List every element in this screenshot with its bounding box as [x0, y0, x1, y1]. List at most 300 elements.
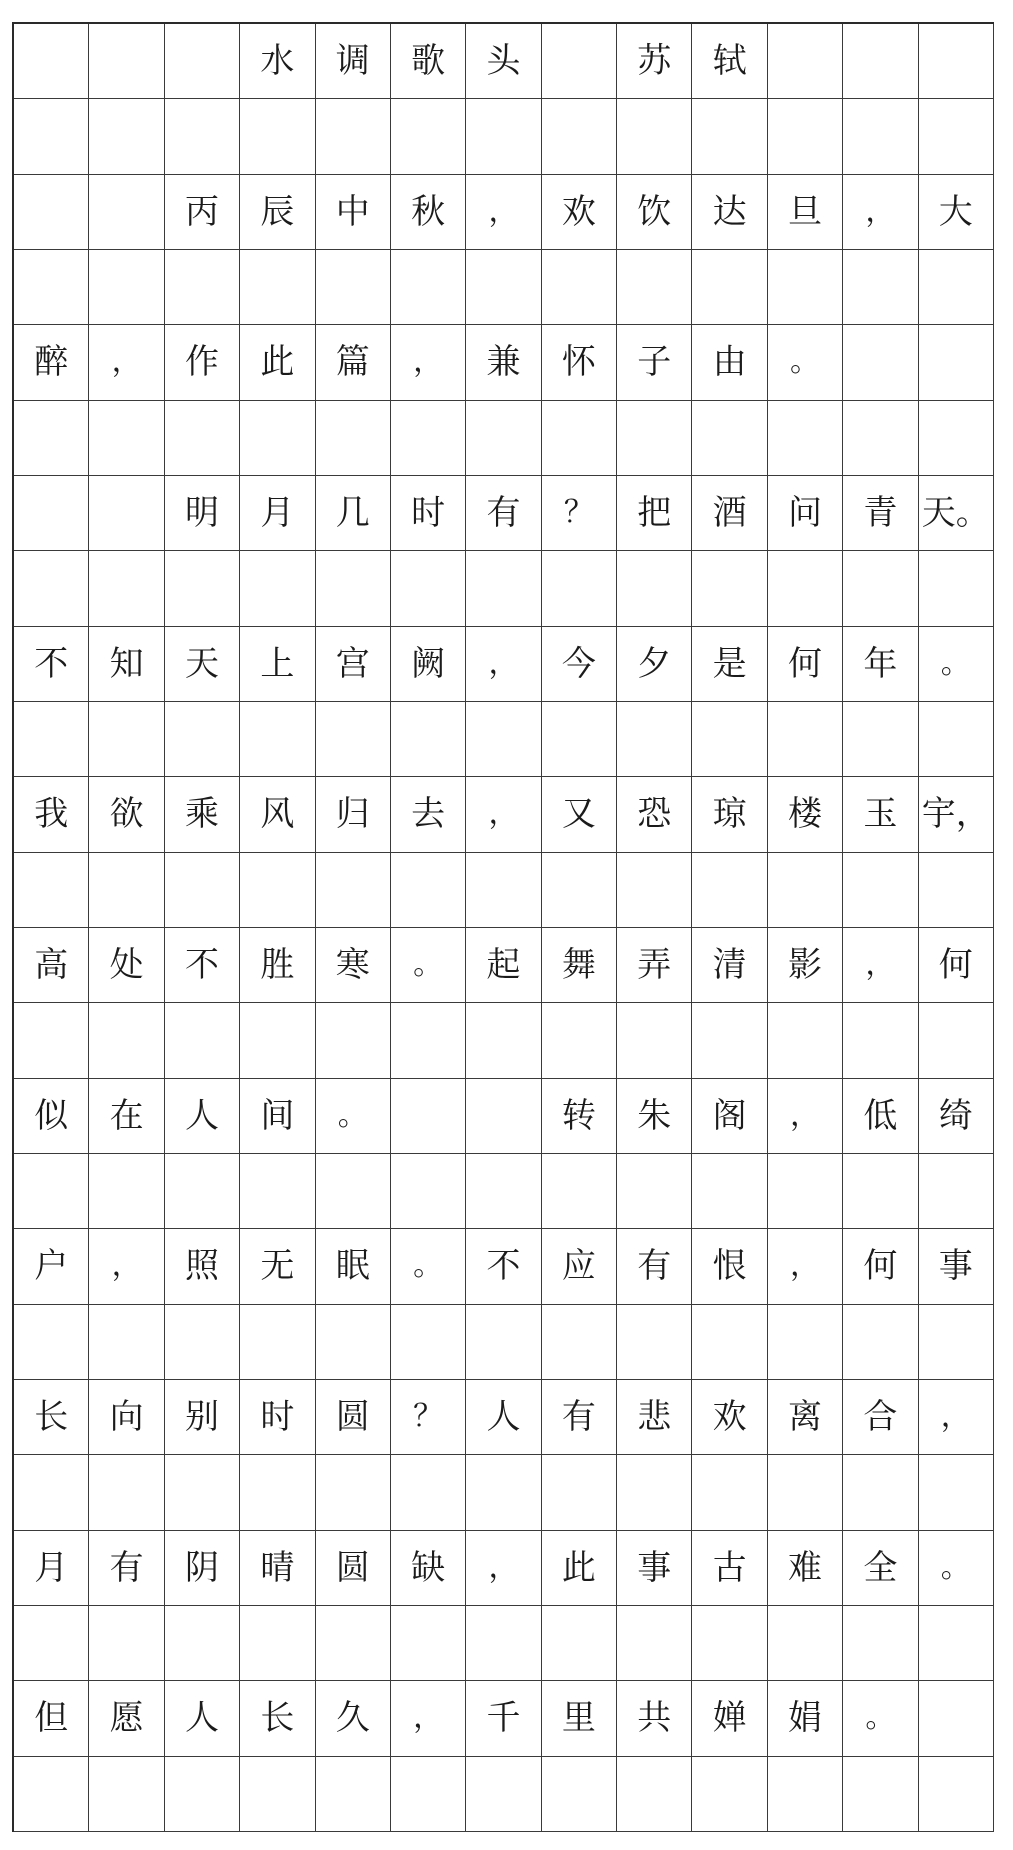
grid-cell-char: ，	[919, 1380, 994, 1455]
grid-cell-empty	[391, 1079, 466, 1154]
grid-cell-char: 事	[617, 1531, 692, 1606]
grid-cell-empty	[240, 702, 315, 777]
grid-cell-empty	[542, 1305, 617, 1380]
grid-cell-char: 恐	[617, 777, 692, 852]
grid-cell-char: 共	[617, 1681, 692, 1756]
grid-cell-char: 事	[919, 1229, 994, 1304]
grid-cell-empty	[316, 551, 391, 626]
grid-cell-char: ，	[466, 1531, 541, 1606]
grid-cell-char: ，	[768, 1229, 843, 1304]
grid-cell-empty	[919, 250, 994, 325]
grid-cell-char: 不	[165, 928, 240, 1003]
grid-cell-char: 楼	[768, 777, 843, 852]
grid-cell-empty	[466, 853, 541, 928]
grid-cell-empty	[617, 853, 692, 928]
grid-cell-empty	[14, 175, 89, 250]
grid-cell-empty	[316, 401, 391, 476]
grid-cell-char: 有	[617, 1229, 692, 1304]
grid-cell-empty	[391, 551, 466, 626]
grid-cell-empty	[14, 401, 89, 476]
grid-cell-char: 知	[89, 627, 164, 702]
grid-cell-char: 胜	[240, 928, 315, 1003]
grid-cell-empty	[316, 1003, 391, 1078]
grid-cell-char: 。	[843, 1681, 918, 1756]
grid-cell-empty	[768, 1606, 843, 1681]
grid-cell-empty	[316, 250, 391, 325]
grid-cell-empty	[919, 1305, 994, 1380]
grid-cell-char: ，	[466, 627, 541, 702]
grid-cell-empty	[843, 1757, 918, 1832]
grid-cell-char: 人	[466, 1380, 541, 1455]
grid-cell-char: 头	[466, 24, 541, 99]
grid-cell-char: 舞	[542, 928, 617, 1003]
grid-cell-char: 。	[919, 1531, 994, 1606]
grid-cell-empty	[14, 1003, 89, 1078]
grid-cell-empty	[466, 1305, 541, 1380]
grid-cell-char: 又	[542, 777, 617, 852]
grid-cell-char: 愿	[89, 1681, 164, 1756]
grid-cell-char: 有	[542, 1380, 617, 1455]
grid-cell-char: 篇	[316, 325, 391, 400]
grid-cell-char: 全	[843, 1531, 918, 1606]
grid-cell-empty	[466, 551, 541, 626]
grid-cell-char: 婵	[692, 1681, 767, 1756]
grid-cell-char: 旦	[768, 175, 843, 250]
grid-cell-empty	[768, 1305, 843, 1380]
grid-cell-empty	[843, 702, 918, 777]
grid-cell-char: 醉	[14, 325, 89, 400]
grid-cell-char: 月	[14, 1531, 89, 1606]
grid-cell-empty	[919, 1003, 994, 1078]
grid-cell-empty	[919, 24, 994, 99]
grid-cell-empty	[240, 401, 315, 476]
grid-cell-empty	[843, 325, 918, 400]
grid-cell-empty	[14, 1757, 89, 1832]
grid-cell-char: 离	[768, 1380, 843, 1455]
grid-cell-empty	[14, 551, 89, 626]
grid-cell-empty	[843, 99, 918, 174]
grid-cell-empty	[391, 1154, 466, 1229]
grid-cell-empty	[165, 1757, 240, 1832]
grid-cell-char: ，	[843, 175, 918, 250]
grid-cell-char: 兼	[466, 325, 541, 400]
grid-cell-empty	[692, 1003, 767, 1078]
grid-cell-empty	[391, 1757, 466, 1832]
grid-cell-char: 明	[165, 476, 240, 551]
grid-cell-empty	[391, 853, 466, 928]
grid-cell-char: 朱	[617, 1079, 692, 1154]
grid-cell-empty	[240, 551, 315, 626]
grid-cell-empty	[919, 1154, 994, 1229]
grid-cell-char: 秋	[391, 175, 466, 250]
grid-cell-char: 归	[316, 777, 391, 852]
grid-cell-char: 人	[165, 1079, 240, 1154]
grid-cell-empty	[843, 1606, 918, 1681]
grid-cell-empty	[843, 1455, 918, 1530]
grid-cell-char: 把	[617, 476, 692, 551]
grid-cell-char: 酒	[692, 476, 767, 551]
grid-cell-empty	[843, 1154, 918, 1229]
grid-cell-char: 青	[843, 476, 918, 551]
grid-cell-empty	[692, 1305, 767, 1380]
grid-cell-empty	[316, 1154, 391, 1229]
grid-cell-empty	[14, 853, 89, 928]
grid-cell-char: 阁	[692, 1079, 767, 1154]
grid-cell-empty	[14, 99, 89, 174]
grid-cell-empty	[14, 702, 89, 777]
grid-cell-char: 恨	[692, 1229, 767, 1304]
grid-cell-empty	[89, 1455, 164, 1530]
grid-cell-char: 时	[240, 1380, 315, 1455]
grid-cell-empty	[768, 1757, 843, 1832]
grid-cell-empty	[89, 24, 164, 99]
grid-cell-empty	[843, 853, 918, 928]
grid-cell-char: 圆	[316, 1380, 391, 1455]
grid-cell-empty	[240, 1154, 315, 1229]
grid-cell-char: ，	[466, 175, 541, 250]
grid-cell-empty	[843, 1305, 918, 1380]
grid-cell-char: 有	[89, 1531, 164, 1606]
grid-cell-empty	[768, 1154, 843, 1229]
grid-cell-char: 时	[391, 476, 466, 551]
grid-cell-empty	[692, 1757, 767, 1832]
manuscript-grid-paper	[12, 22, 994, 1832]
grid-cell-empty	[768, 24, 843, 99]
grid-cell-char: 眠	[316, 1229, 391, 1304]
grid-cell-char: 低	[843, 1079, 918, 1154]
grid-cell-char: 合	[843, 1380, 918, 1455]
grid-cell-char: 天。	[919, 476, 994, 551]
grid-cell-empty	[919, 1455, 994, 1530]
grid-cell-empty	[919, 1606, 994, 1681]
grid-cell-char: 户	[14, 1229, 89, 1304]
grid-cell-char: 阙	[391, 627, 466, 702]
grid-cell-char: 玉	[843, 777, 918, 852]
grid-cell-empty	[843, 250, 918, 325]
grid-cell-char: 此	[240, 325, 315, 400]
grid-cell-char: ，	[89, 1229, 164, 1304]
grid-cell-empty	[165, 1154, 240, 1229]
grid-cell-empty	[316, 1305, 391, 1380]
grid-cell-empty	[316, 1757, 391, 1832]
grid-cell-char: 今	[542, 627, 617, 702]
grid-cell-empty	[240, 1305, 315, 1380]
grid-cell-empty	[165, 1455, 240, 1530]
grid-cell-empty	[165, 99, 240, 174]
grid-cell-char: 古	[692, 1531, 767, 1606]
grid-cell-empty	[165, 24, 240, 99]
grid-cell-empty	[843, 24, 918, 99]
grid-cell-empty	[919, 325, 994, 400]
grid-cell-char: 里	[542, 1681, 617, 1756]
grid-cell-char: 问	[768, 476, 843, 551]
grid-cell-char: 阴	[165, 1531, 240, 1606]
grid-cell-empty	[919, 853, 994, 928]
grid-cell-empty	[919, 99, 994, 174]
grid-cell-char: 。	[919, 627, 994, 702]
grid-cell-empty	[692, 250, 767, 325]
grid-cell-empty	[391, 1606, 466, 1681]
grid-cell-empty	[617, 99, 692, 174]
grid-cell-char: 是	[692, 627, 767, 702]
grid-cell-empty	[466, 1455, 541, 1530]
grid-cell-empty	[165, 1305, 240, 1380]
grid-cell-char: 绮	[919, 1079, 994, 1154]
grid-cell-char: 晴	[240, 1531, 315, 1606]
grid-cell-empty	[165, 401, 240, 476]
grid-cell-char: 。	[316, 1079, 391, 1154]
grid-cell-empty	[89, 476, 164, 551]
grid-cell-empty	[466, 1757, 541, 1832]
grid-cell-char: 处	[89, 928, 164, 1003]
grid-cell-char: 中	[316, 175, 391, 250]
grid-cell-empty	[240, 1606, 315, 1681]
grid-cell-char: 辰	[240, 175, 315, 250]
grid-cell-char: 千	[466, 1681, 541, 1756]
grid-cell-char: ，	[391, 1681, 466, 1756]
grid-cell-char: 照	[165, 1229, 240, 1304]
grid-cell-char: 。	[391, 1229, 466, 1304]
grid-cell-char: 长	[14, 1380, 89, 1455]
grid-cell-empty	[89, 99, 164, 174]
grid-cell-char: ，	[89, 325, 164, 400]
grid-cell-empty	[89, 401, 164, 476]
grid-cell-empty	[617, 551, 692, 626]
grid-cell-char: 琼	[692, 777, 767, 852]
grid-cell-empty	[617, 1305, 692, 1380]
grid-cell-char: 应	[542, 1229, 617, 1304]
grid-cell-char: ，	[391, 325, 466, 400]
grid-cell-empty	[466, 1003, 541, 1078]
grid-cell-char: ，	[768, 1079, 843, 1154]
grid-cell-char: 夕	[617, 627, 692, 702]
grid-cell-empty	[542, 1455, 617, 1530]
grid-cell-empty	[89, 1003, 164, 1078]
grid-cell-empty	[768, 1003, 843, 1078]
grid-cell-empty	[391, 250, 466, 325]
grid-cell-empty	[466, 401, 541, 476]
grid-cell-empty	[316, 1606, 391, 1681]
grid-cell-empty	[316, 853, 391, 928]
grid-cell-char: 天	[165, 627, 240, 702]
grid-cell-char: 宇，	[919, 777, 994, 852]
grid-cell-empty	[14, 24, 89, 99]
grid-cell-char: 上	[240, 627, 315, 702]
grid-cell-empty	[165, 250, 240, 325]
grid-cell-empty	[240, 1757, 315, 1832]
grid-cell-empty	[89, 702, 164, 777]
grid-cell-empty	[89, 853, 164, 928]
grid-cell-char: 我	[14, 777, 89, 852]
grid-cell-empty	[542, 702, 617, 777]
grid-cell-empty	[89, 1154, 164, 1229]
grid-cell-empty	[240, 1455, 315, 1530]
grid-cell-char: 弄	[617, 928, 692, 1003]
grid-cell-empty	[466, 702, 541, 777]
grid-cell-char: ？	[391, 1380, 466, 1455]
grid-cell-empty	[768, 99, 843, 174]
grid-cell-empty	[391, 401, 466, 476]
grid-cell-char: 转	[542, 1079, 617, 1154]
grid-cell-char: 何	[919, 928, 994, 1003]
grid-cell-empty	[542, 1003, 617, 1078]
grid-cell-empty	[466, 1154, 541, 1229]
grid-cell-empty	[466, 250, 541, 325]
grid-cell-empty	[617, 401, 692, 476]
grid-cell-empty	[542, 1154, 617, 1229]
grid-cell-char: 。	[768, 325, 843, 400]
grid-cell-char: 饮	[617, 175, 692, 250]
grid-cell-empty	[919, 1757, 994, 1832]
grid-cell-empty	[542, 99, 617, 174]
grid-cell-char: 娟	[768, 1681, 843, 1756]
grid-cell-empty	[316, 99, 391, 174]
grid-cell-char: 高	[14, 928, 89, 1003]
grid-cell-empty	[466, 1079, 541, 1154]
grid-cell-empty	[919, 1681, 994, 1756]
grid-cell-empty	[89, 1757, 164, 1832]
grid-cell-char: ？	[542, 476, 617, 551]
grid-cell-empty	[165, 1003, 240, 1078]
grid-cell-char: 何	[768, 627, 843, 702]
grid-cell-empty	[89, 250, 164, 325]
grid-cell-char: 欢	[692, 1380, 767, 1455]
grid-cell-empty	[14, 1305, 89, 1380]
grid-cell-empty	[692, 551, 767, 626]
grid-cell-char: 不	[466, 1229, 541, 1304]
grid-cell-char: 苏	[617, 24, 692, 99]
grid-cell-empty	[391, 1003, 466, 1078]
grid-cell-char: 影	[768, 928, 843, 1003]
grid-cell-char: 别	[165, 1380, 240, 1455]
grid-cell-char: 宫	[316, 627, 391, 702]
grid-cell-empty	[692, 401, 767, 476]
grid-cell-char: 子	[617, 325, 692, 400]
grid-cell-char: 圆	[316, 1531, 391, 1606]
grid-cell-char: 月	[240, 476, 315, 551]
grid-cell-empty	[692, 853, 767, 928]
grid-cell-empty	[843, 401, 918, 476]
grid-cell-char: 丙	[165, 175, 240, 250]
grid-cell-char: 悲	[617, 1380, 692, 1455]
grid-cell-char: 但	[14, 1681, 89, 1756]
grid-cell-char: 长	[240, 1681, 315, 1756]
grid-cell-empty	[14, 1606, 89, 1681]
grid-cell-empty	[617, 1455, 692, 1530]
grid-cell-empty	[14, 476, 89, 551]
grid-cell-char: 无	[240, 1229, 315, 1304]
grid-cell-empty	[89, 1606, 164, 1681]
grid-cell-char: 轼	[692, 24, 767, 99]
grid-cell-empty	[692, 1154, 767, 1229]
grid-cell-empty	[240, 250, 315, 325]
grid-cell-char: 清	[692, 928, 767, 1003]
grid-cell-char: 在	[89, 1079, 164, 1154]
grid-cell-char: ，	[843, 928, 918, 1003]
grid-cell-char: 作	[165, 325, 240, 400]
grid-cell-char: 怀	[542, 325, 617, 400]
grid-cell-empty	[89, 175, 164, 250]
grid-cell-char: 大	[919, 175, 994, 250]
grid-cell-empty	[89, 1305, 164, 1380]
grid-cell-empty	[391, 702, 466, 777]
grid-cell-empty	[316, 1455, 391, 1530]
grid-cell-empty	[768, 250, 843, 325]
grid-cell-char: 起	[466, 928, 541, 1003]
grid-cell-empty	[391, 1455, 466, 1530]
grid-cell-empty	[692, 99, 767, 174]
grid-cell-empty	[768, 551, 843, 626]
grid-cell-empty	[240, 99, 315, 174]
grid-cell-empty	[466, 99, 541, 174]
grid-cell-char: 歌	[391, 24, 466, 99]
grid-cell-empty	[919, 702, 994, 777]
grid-cell-empty	[768, 1455, 843, 1530]
grid-cell-empty	[466, 1606, 541, 1681]
grid-cell-empty	[768, 401, 843, 476]
grid-cell-char: 人	[165, 1681, 240, 1756]
grid-cell-char: 去	[391, 777, 466, 852]
grid-cell-empty	[316, 702, 391, 777]
grid-cell-char: ，	[466, 777, 541, 852]
grid-cell-char: 风	[240, 777, 315, 852]
grid-cell-empty	[165, 551, 240, 626]
grid-cell-empty	[542, 1606, 617, 1681]
grid-cell-empty	[14, 1154, 89, 1229]
grid-cell-char: 。	[391, 928, 466, 1003]
grid-cell-empty	[617, 702, 692, 777]
grid-cell-char: 年	[843, 627, 918, 702]
grid-cell-char: 何	[843, 1229, 918, 1304]
grid-cell-empty	[843, 551, 918, 626]
grid-cell-empty	[240, 1003, 315, 1078]
grid-cell-empty	[692, 1455, 767, 1530]
grid-cell-empty	[391, 1305, 466, 1380]
grid-cell-empty	[843, 1003, 918, 1078]
grid-cell-char: 难	[768, 1531, 843, 1606]
grid-cell-empty	[89, 551, 164, 626]
grid-cell-empty	[617, 1003, 692, 1078]
grid-cell-empty	[14, 1455, 89, 1530]
grid-cell-char: 水	[240, 24, 315, 99]
grid-cell-empty	[617, 1757, 692, 1832]
grid-cell-char: 缺	[391, 1531, 466, 1606]
grid-cell-char: 欢	[542, 175, 617, 250]
grid-cell-empty	[617, 250, 692, 325]
grid-cell-empty	[542, 853, 617, 928]
grid-cell-char: 寒	[316, 928, 391, 1003]
grid-cell-empty	[768, 853, 843, 928]
grid-cell-empty	[617, 1154, 692, 1229]
grid-cell-empty	[617, 1606, 692, 1681]
grid-cell-empty	[542, 1757, 617, 1832]
grid-cell-empty	[919, 551, 994, 626]
grid-cell-char: 向	[89, 1380, 164, 1455]
grid-cell-empty	[542, 250, 617, 325]
grid-cell-char: 不	[14, 627, 89, 702]
grid-cell-empty	[542, 401, 617, 476]
grid-cell-char: 久	[316, 1681, 391, 1756]
grid-cell-char: 调	[316, 24, 391, 99]
grid-cell-empty	[165, 853, 240, 928]
grid-cell-char: 达	[692, 175, 767, 250]
grid-cell-empty	[692, 1606, 767, 1681]
grid-cell-empty	[692, 702, 767, 777]
grid-cell-empty	[165, 1606, 240, 1681]
grid-cell-char: 间	[240, 1079, 315, 1154]
grid-cell-char: 有	[466, 476, 541, 551]
grid-cell-char: 几	[316, 476, 391, 551]
